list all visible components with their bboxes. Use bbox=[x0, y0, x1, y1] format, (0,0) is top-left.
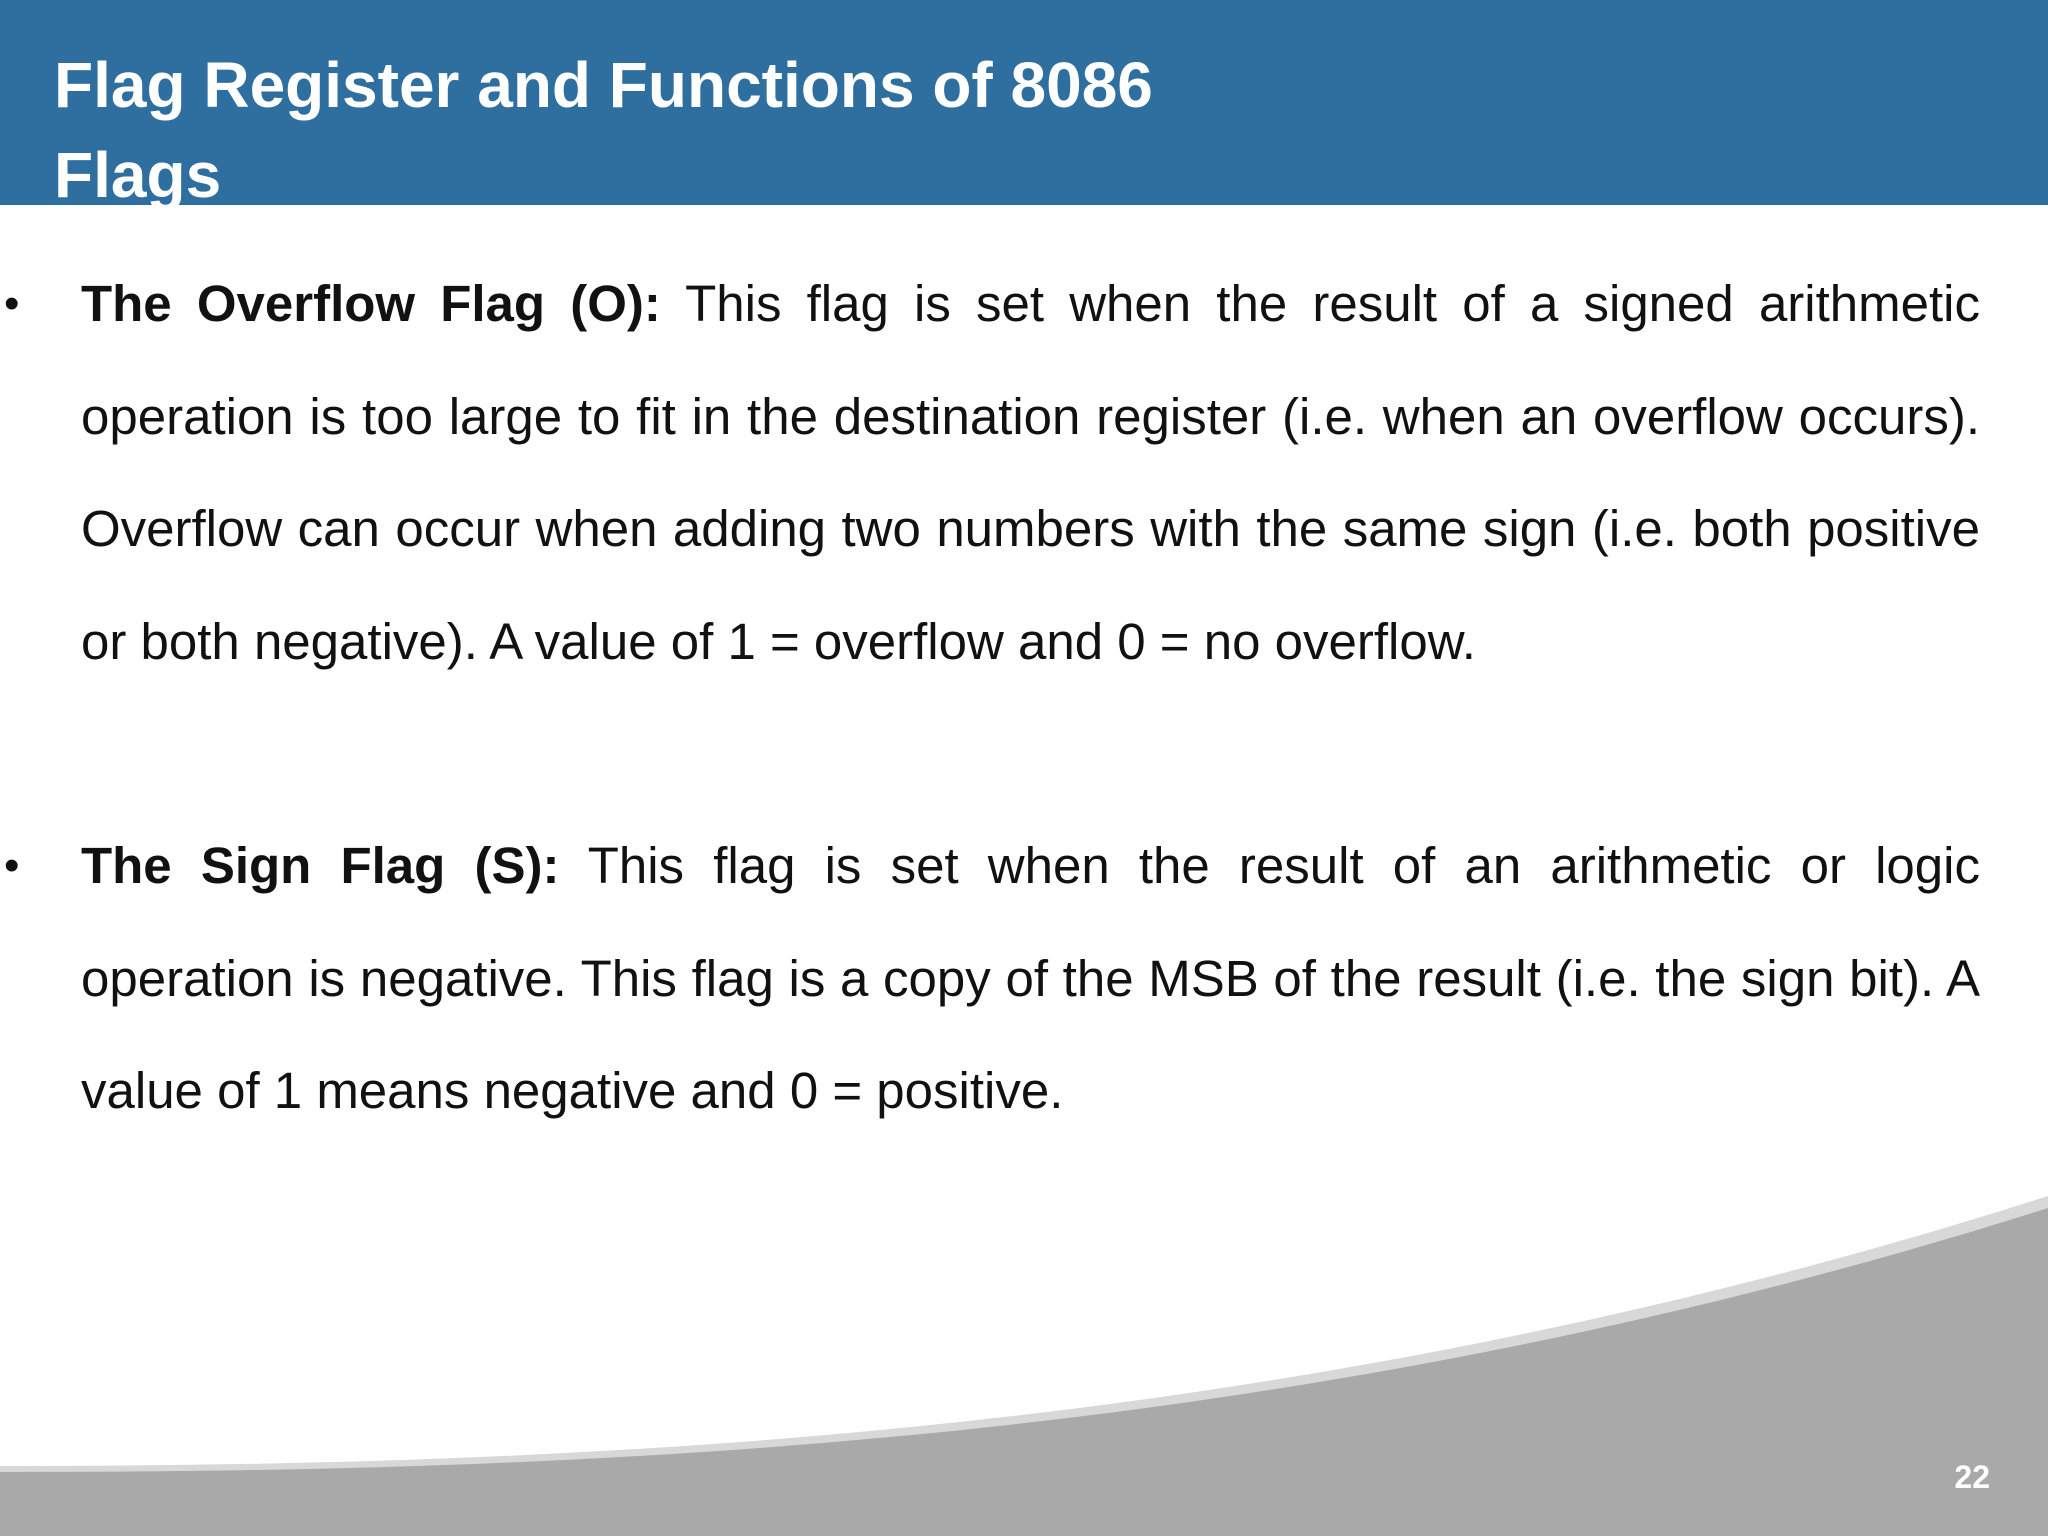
bullet-term: The Sign Flag (S): bbox=[81, 837, 560, 894]
bullet-icon: • bbox=[4, 841, 20, 890]
slide-content bbox=[0, 248, 2048, 1148]
bullet-term: The Overflow Flag (O): bbox=[81, 275, 661, 332]
bullet-icon: • bbox=[4, 279, 20, 328]
footer-swoosh-decoration bbox=[0, 1196, 2048, 1536]
bullet-item-overflow-flag bbox=[0, 248, 1980, 698]
slide-title: Flag Register and Functions of 8086 Flags bbox=[54, 49, 1153, 211]
bullet-text: This flag is set when the result of a signed arithmetic operation is too large to fit in the destination register (i.e. when an overflow occurs). Overflow can occur when adding two numbers with the same sign (i.e. both positive or both negative). A value of 1 = overflow and 0 = no overflow. bbox=[81, 275, 1980, 670]
title-bar bbox=[0, 0, 2048, 211]
bullet-text: This flag is set when the result of an arithmetic or logic operation is negative. This flag is a copy of the MSB of the result (i.e. the sign bit). A value of 1 means negative and 0 = positive. bbox=[81, 837, 1980, 1119]
page-number: 22 bbox=[1954, 1459, 1990, 1495]
bullet-item-sign-flag bbox=[0, 810, 1980, 1148]
